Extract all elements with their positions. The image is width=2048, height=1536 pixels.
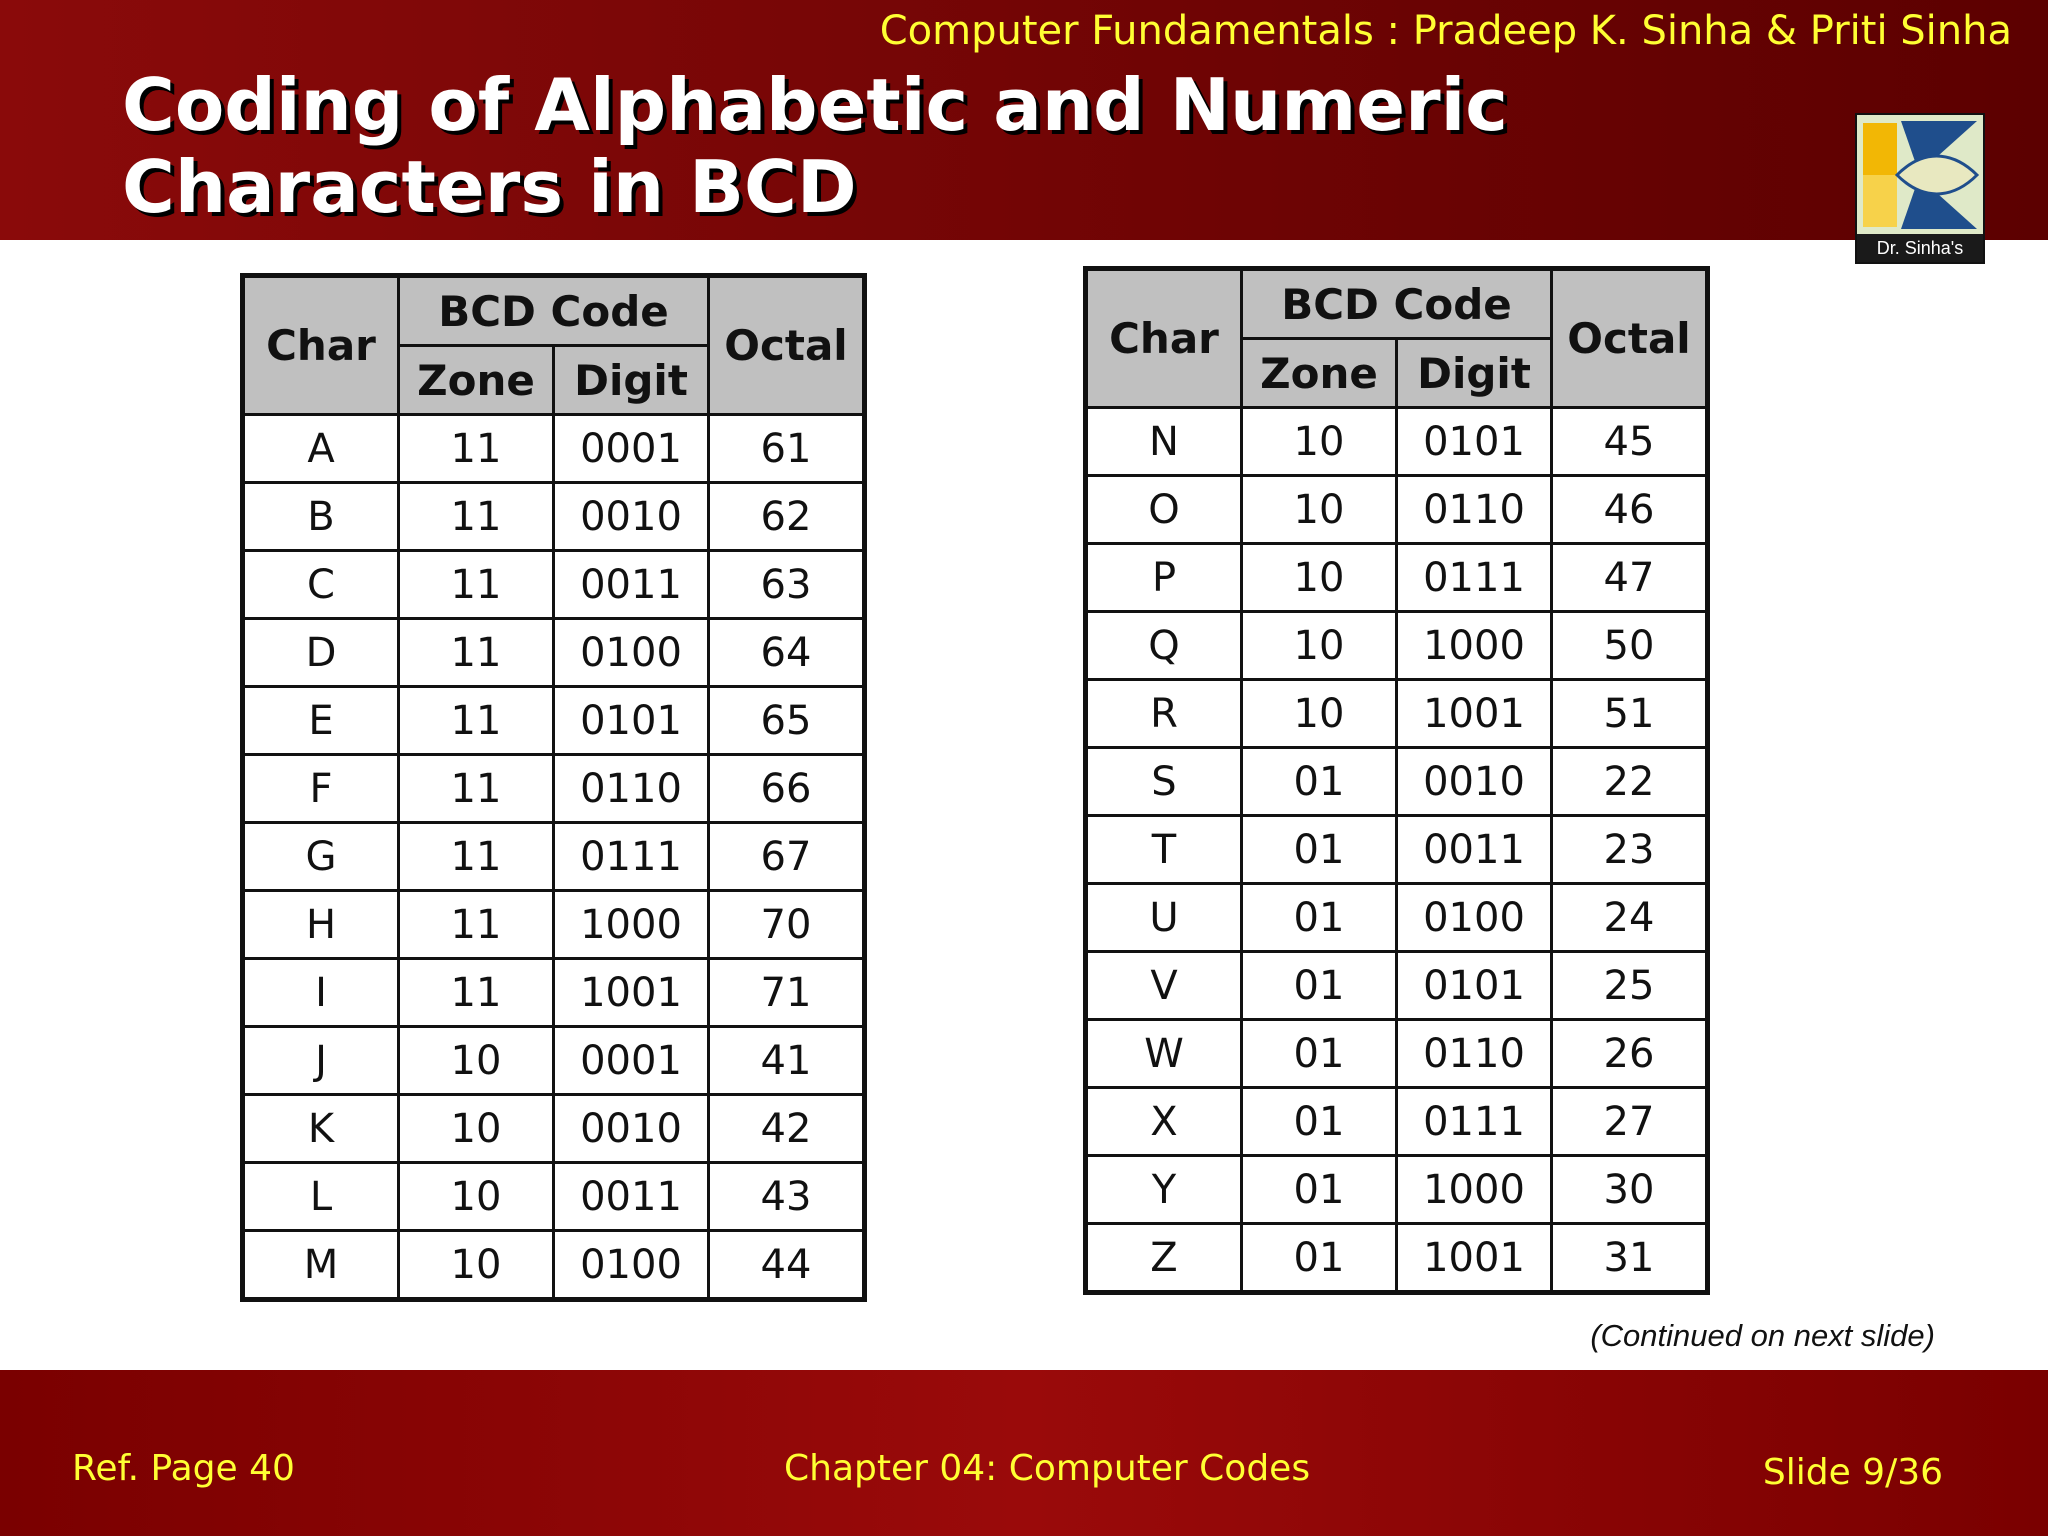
table-row <box>1086 612 1708 680</box>
book-credit: Computer Fundamentals : Pradeep K. Sinha & Priti Sinha <box>879 8 2012 54</box>
cell-char: Y <box>1086 1156 1242 1224</box>
cell-octal: 70 <box>709 891 865 959</box>
cell-octal: 45 <box>1552 408 1708 476</box>
slide-title-line-1: Coding of Alphabetic and Numeric <box>122 63 1508 147</box>
cell-zone: 11 <box>399 891 554 959</box>
cell-octal: 24 <box>1552 884 1708 952</box>
table-row <box>1086 544 1708 612</box>
cell-octal: 63 <box>709 551 865 619</box>
cell-char: B <box>243 483 399 551</box>
cell-zone: 11 <box>399 959 554 1027</box>
table-body-left <box>243 415 865 1300</box>
cell-digit: 0010 <box>1397 748 1552 816</box>
cell-octal: 23 <box>1552 816 1708 884</box>
slide-title <box>122 64 1508 228</box>
table-row <box>243 1231 865 1300</box>
cell-octal: 26 <box>1552 1020 1708 1088</box>
slide-number: Slide 9/36 <box>1762 1452 1943 1493</box>
cell-char: J <box>243 1027 399 1095</box>
cell-digit: 1000 <box>1397 1156 1552 1224</box>
cell-digit: 1001 <box>1397 1224 1552 1293</box>
cell-char: W <box>1086 1020 1242 1088</box>
cell-octal: 71 <box>709 959 865 1027</box>
cell-char: F <box>243 755 399 823</box>
cell-zone: 10 <box>1242 680 1397 748</box>
cell-zone: 10 <box>1242 476 1397 544</box>
table-row <box>243 687 865 755</box>
cell-digit: 0100 <box>554 1231 709 1300</box>
cell-digit: 0010 <box>554 1095 709 1163</box>
cell-zone: 11 <box>399 823 554 891</box>
cell-digit: 0101 <box>1397 952 1552 1020</box>
ref-page: Ref. Page 40 <box>72 1448 295 1489</box>
cell-char: R <box>1086 680 1242 748</box>
cell-digit: 0010 <box>554 483 709 551</box>
cell-digit: 0111 <box>1397 544 1552 612</box>
table-row <box>1086 816 1708 884</box>
header-bcd-code: BCD Code <box>399 276 709 346</box>
cell-octal: 46 <box>1552 476 1708 544</box>
cell-octal: 62 <box>709 483 865 551</box>
cell-digit: 1000 <box>1397 612 1552 680</box>
header-octal: Octal <box>709 276 865 415</box>
cell-zone: 11 <box>399 551 554 619</box>
cell-digit: 0101 <box>1397 408 1552 476</box>
cell-char: K <box>243 1095 399 1163</box>
cell-zone: 01 <box>1242 748 1397 816</box>
cell-char: L <box>243 1163 399 1231</box>
table-row <box>243 1095 865 1163</box>
cell-octal: 66 <box>709 755 865 823</box>
cell-digit: 0101 <box>554 687 709 755</box>
cell-zone: 10 <box>399 1095 554 1163</box>
table-row <box>243 483 865 551</box>
cell-zone: 11 <box>399 687 554 755</box>
cell-octal: 25 <box>1552 952 1708 1020</box>
author-logo <box>1855 113 1985 264</box>
header-digit: Digit <box>554 346 709 415</box>
cell-char: D <box>243 619 399 687</box>
cell-zone: 11 <box>399 483 554 551</box>
cell-zone: 11 <box>399 755 554 823</box>
table-row <box>1086 1224 1708 1293</box>
cell-digit: 1000 <box>554 891 709 959</box>
cell-zone: 01 <box>1242 1224 1397 1293</box>
bcd-table-right <box>1083 266 1710 1295</box>
cell-zone: 01 <box>1242 1020 1397 1088</box>
cell-char: G <box>243 823 399 891</box>
cell-char: V <box>1086 952 1242 1020</box>
slide-title-line-2: Characters in BCD <box>122 145 857 229</box>
cell-octal: 22 <box>1552 748 1708 816</box>
cell-digit: 0011 <box>1397 816 1552 884</box>
cell-octal: 42 <box>709 1095 865 1163</box>
table-row <box>1086 1088 1708 1156</box>
cell-zone: 01 <box>1242 952 1397 1020</box>
cell-octal: 47 <box>1552 544 1708 612</box>
cell-char: Q <box>1086 612 1242 680</box>
cell-octal: 61 <box>709 415 865 483</box>
cell-digit: 0001 <box>554 1027 709 1095</box>
cell-digit: 0111 <box>554 823 709 891</box>
table-row <box>1086 408 1708 476</box>
cell-zone: 10 <box>1242 612 1397 680</box>
cell-digit: 0011 <box>554 1163 709 1231</box>
header-char: Char <box>1086 269 1242 408</box>
cell-digit: 1001 <box>1397 680 1552 748</box>
cell-octal: 50 <box>1552 612 1708 680</box>
cell-octal: 64 <box>709 619 865 687</box>
cell-digit: 0100 <box>554 619 709 687</box>
table-row <box>243 1027 865 1095</box>
header-bcd-code: BCD Code <box>1242 269 1552 339</box>
header-zone: Zone <box>399 346 554 415</box>
logo-caption: Dr. Sinha's <box>1857 234 1983 262</box>
cell-zone: 01 <box>1242 1156 1397 1224</box>
cell-digit: 0100 <box>1397 884 1552 952</box>
table-row <box>243 551 865 619</box>
cell-digit: 0001 <box>554 415 709 483</box>
table-row <box>243 619 865 687</box>
cell-octal: 41 <box>709 1027 865 1095</box>
chapter-label: Chapter 04: Computer Codes <box>784 1448 1311 1489</box>
cell-char: O <box>1086 476 1242 544</box>
cell-char: X <box>1086 1088 1242 1156</box>
table-row <box>243 891 865 959</box>
table-row <box>243 755 865 823</box>
table-row <box>243 415 865 483</box>
cell-char: Z <box>1086 1224 1242 1293</box>
cell-digit: 0011 <box>554 551 709 619</box>
cell-digit: 1001 <box>554 959 709 1027</box>
cell-octal: 51 <box>1552 680 1708 748</box>
table-row <box>1086 1020 1708 1088</box>
cell-zone: 01 <box>1242 1088 1397 1156</box>
cell-octal: 65 <box>709 687 865 755</box>
header-char: Char <box>243 276 399 415</box>
table-body-right <box>1086 408 1708 1293</box>
cell-char: U <box>1086 884 1242 952</box>
cell-zone: 10 <box>1242 544 1397 612</box>
table-row <box>1086 748 1708 816</box>
cell-char: C <box>243 551 399 619</box>
cell-digit: 0111 <box>1397 1088 1552 1156</box>
header-digit: Digit <box>1397 339 1552 408</box>
cell-digit: 0110 <box>554 755 709 823</box>
bcd-table-left <box>240 273 867 1302</box>
cell-zone: 11 <box>399 415 554 483</box>
cell-octal: 67 <box>709 823 865 891</box>
cell-char: I <box>243 959 399 1027</box>
cell-zone: 10 <box>1242 408 1397 476</box>
cell-char: S <box>1086 748 1242 816</box>
cell-octal: 30 <box>1552 1156 1708 1224</box>
table-row <box>1086 680 1708 748</box>
table-row <box>243 1163 865 1231</box>
cell-octal: 31 <box>1552 1224 1708 1293</box>
cell-digit: 0110 <box>1397 1020 1552 1088</box>
cell-char: P <box>1086 544 1242 612</box>
cell-octal: 44 <box>709 1231 865 1300</box>
cell-char: T <box>1086 816 1242 884</box>
cell-zone: 01 <box>1242 884 1397 952</box>
cell-char: E <box>243 687 399 755</box>
continued-note: (Continued on next slide) <box>1590 1318 1935 1353</box>
table-row <box>243 959 865 1027</box>
cell-digit: 0110 <box>1397 476 1552 544</box>
table-row <box>1086 476 1708 544</box>
logo-emblem-icon <box>1857 115 1983 235</box>
header-octal: Octal <box>1552 269 1708 408</box>
table-row <box>1086 952 1708 1020</box>
cell-zone: 11 <box>399 619 554 687</box>
cell-char: N <box>1086 408 1242 476</box>
cell-zone: 10 <box>399 1231 554 1300</box>
cell-zone: 10 <box>399 1027 554 1095</box>
cell-char: A <box>243 415 399 483</box>
cell-char: H <box>243 891 399 959</box>
table-row <box>1086 884 1708 952</box>
header-zone: Zone <box>1242 339 1397 408</box>
cell-zone: 10 <box>399 1163 554 1231</box>
table-row <box>243 823 865 891</box>
cell-zone: 01 <box>1242 816 1397 884</box>
cell-octal: 43 <box>709 1163 865 1231</box>
cell-char: M <box>243 1231 399 1300</box>
table-row <box>1086 1156 1708 1224</box>
cell-octal: 27 <box>1552 1088 1708 1156</box>
